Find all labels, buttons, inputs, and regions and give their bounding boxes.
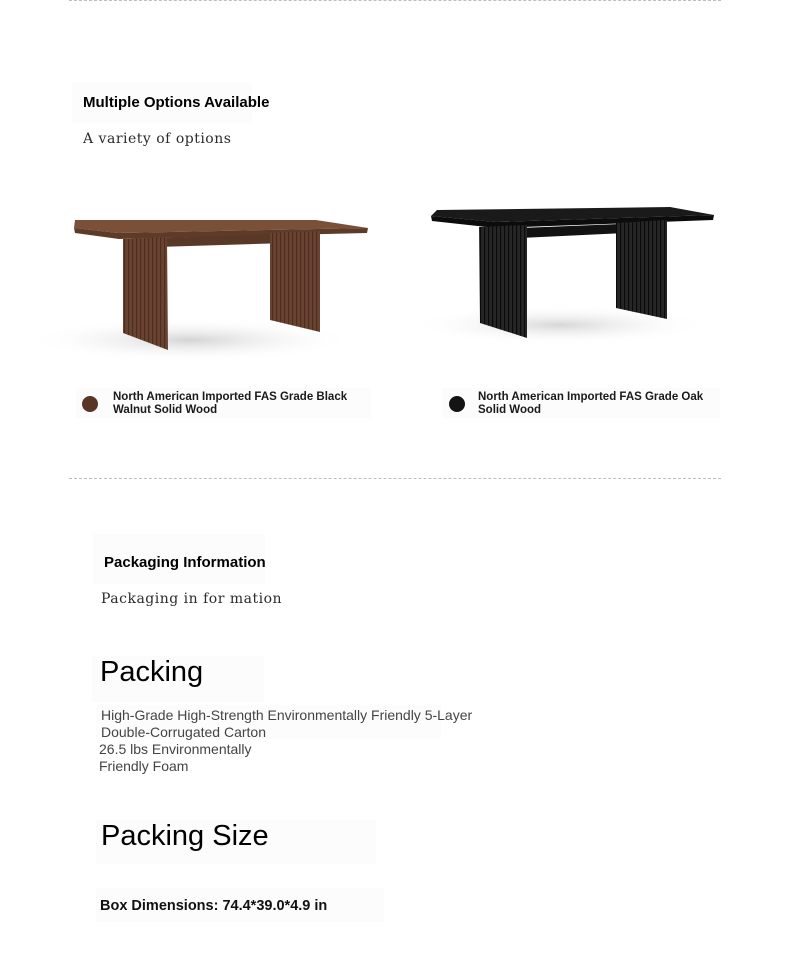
- box-dimensions-text: Box Dimensions: 74.4*39.0*4.9 in: [100, 898, 328, 914]
- oak-color-swatch[interactable]: [449, 396, 465, 412]
- oak-option-label[interactable]: North American Imported FAS Grade Oak Solid Wood: [478, 391, 704, 416]
- packaging-title: Packaging Information: [104, 554, 266, 571]
- walnut-color-swatch[interactable]: [82, 396, 98, 412]
- walnut-table-image: [20, 200, 385, 370]
- packing-heading: Packing: [100, 656, 204, 688]
- packing-carton-text: High-Grade High-Strength Environmentally Friendly 5-Layer Double-Corrugated Carton: [101, 707, 473, 740]
- walnut-table-leg-left: [123, 237, 168, 350]
- options-subtitle: A variety of options: [83, 131, 232, 147]
- black-table-leg-right: [616, 220, 667, 319]
- walnut-table-leg-right: [270, 231, 320, 332]
- middle-divider: [69, 478, 721, 479]
- black-table-image: [400, 195, 730, 355]
- packaging-subtitle: Packaging in for mation: [101, 591, 283, 607]
- black-table-leg-left: [479, 225, 527, 338]
- walnut-option-label[interactable]: North American Imported FAS Grade Black Walnut Solid Wood: [113, 391, 348, 416]
- packing-foam-text: 26.5 lbs Environmentally Friendly Foam: [99, 741, 252, 774]
- packing-size-heading: Packing Size: [101, 820, 269, 852]
- top-divider: [69, 0, 721, 1]
- options-title: Multiple Options Available: [83, 94, 270, 111]
